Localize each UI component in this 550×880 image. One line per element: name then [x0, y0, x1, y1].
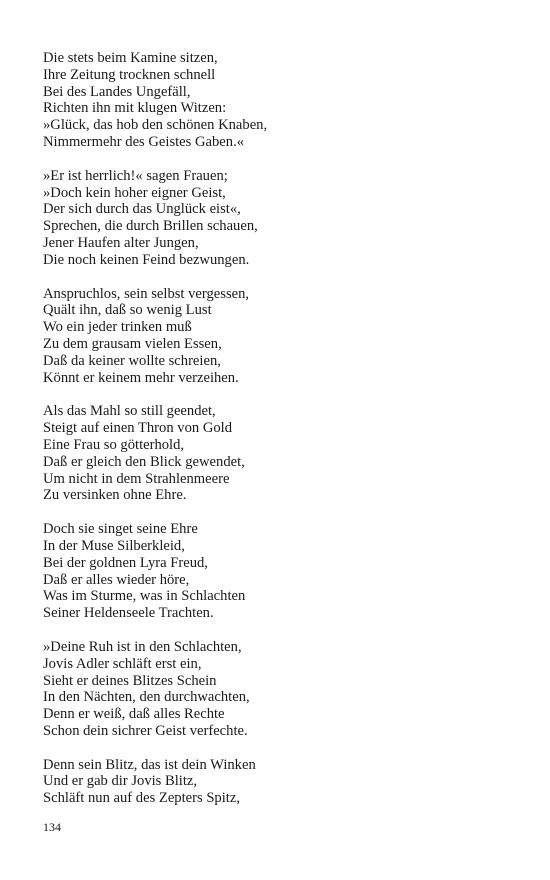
poem-line: »Glück, das hob den schönen Knaben, [43, 117, 268, 134]
poem-line: Jener Haufen alter Jungen, [43, 234, 199, 251]
poem-line: Als das Mahl so still geendet, [43, 403, 216, 420]
poem-line: Sprechen, die durch Brillen schauen, [43, 218, 258, 235]
poem-line: Steigt auf einen Thron von Gold [43, 420, 233, 437]
poem-line: Ihre Zeitung trocknen schnell [43, 66, 216, 83]
poem-line: Bei der goldnen Lyra Freud, [43, 554, 208, 571]
poem-line: Daß da keiner wollte schreien, [43, 352, 221, 369]
poem-line: Denn er weiß, daß alles Rechte [43, 706, 225, 723]
poem-line: Schläft nun auf des Zepters Spitz, [43, 790, 240, 807]
stanza-2 [43, 168, 513, 269]
stanza-1 [43, 50, 513, 151]
poem-line: Schon dein sichrer Geist verfechte. [43, 722, 248, 739]
poem-line: Der sich durch das Unglück eist«, [43, 201, 241, 218]
poem-line: Nimmermehr des Geistes Gaben.« [43, 133, 245, 150]
poem-line: Doch sie singet seine Ehre [43, 521, 198, 538]
poem-line: Daß er alles wieder höre, [43, 571, 190, 588]
poem-line: Um nicht in dem Strahlenmeere [43, 470, 230, 487]
poem-line: »Doch kein hoher eigner Geist, [43, 184, 226, 201]
stanza-6 [43, 639, 513, 740]
poem-line: Die stets beim Kamine sitzen, [43, 50, 218, 66]
poem-line: Jovis Adler schläft erst ein, [43, 655, 202, 672]
poem-line: Zu dem grausam vielen Essen, [43, 335, 222, 352]
poem-line: In der Muse Silberkleid, [43, 537, 185, 554]
poem-line: Eine Frau so götterhold, [43, 436, 185, 453]
poem-line: Seiner Heldenseele Trachten. [43, 605, 214, 622]
stanza-3 [43, 286, 513, 387]
stanza-5 [43, 521, 513, 622]
poem-line: Könnt er keinem mehr verzeihen. [43, 369, 239, 386]
poem-line: Richten ihn mit klugen Witzen: [43, 100, 227, 117]
poem-line: Bei des Landes Ungefäll, [43, 83, 191, 100]
stanza-7 [43, 757, 513, 807]
poem-line: Die noch keinen Feind bezwungen. [43, 251, 250, 268]
poem-line: In den Nächten, den durchwachten, [43, 689, 250, 706]
poem-line: »Deine Ruh ist in den Schlachten, [43, 638, 242, 655]
poem-line: Wo ein jeder trinken muß [43, 319, 192, 336]
poem-line: Denn sein Blitz, das ist dein Winken [43, 756, 256, 773]
poem-line: Quält ihn, daß so wenig Lust [43, 302, 212, 319]
poem-text [43, 50, 513, 824]
poem-line: Und er gab dir Jovis Blitz, [43, 773, 198, 790]
page-number: 134 [43, 820, 61, 834]
poem-line: »Er ist herrlich!« sagen Frauen; [43, 167, 228, 184]
poem-line: Sieht er deines Blitzes Schein [43, 672, 217, 689]
poem-line: Zu versinken ohne Ehre. [43, 487, 187, 504]
poem-line: Daß er gleich den Blick gewendet, [43, 453, 245, 470]
poem-line: Anspruchlos, sein selbst vergessen, [43, 285, 250, 302]
stanza-4 [43, 403, 513, 504]
poem-line: Was im Sturme, was in Schlachten [43, 588, 246, 605]
